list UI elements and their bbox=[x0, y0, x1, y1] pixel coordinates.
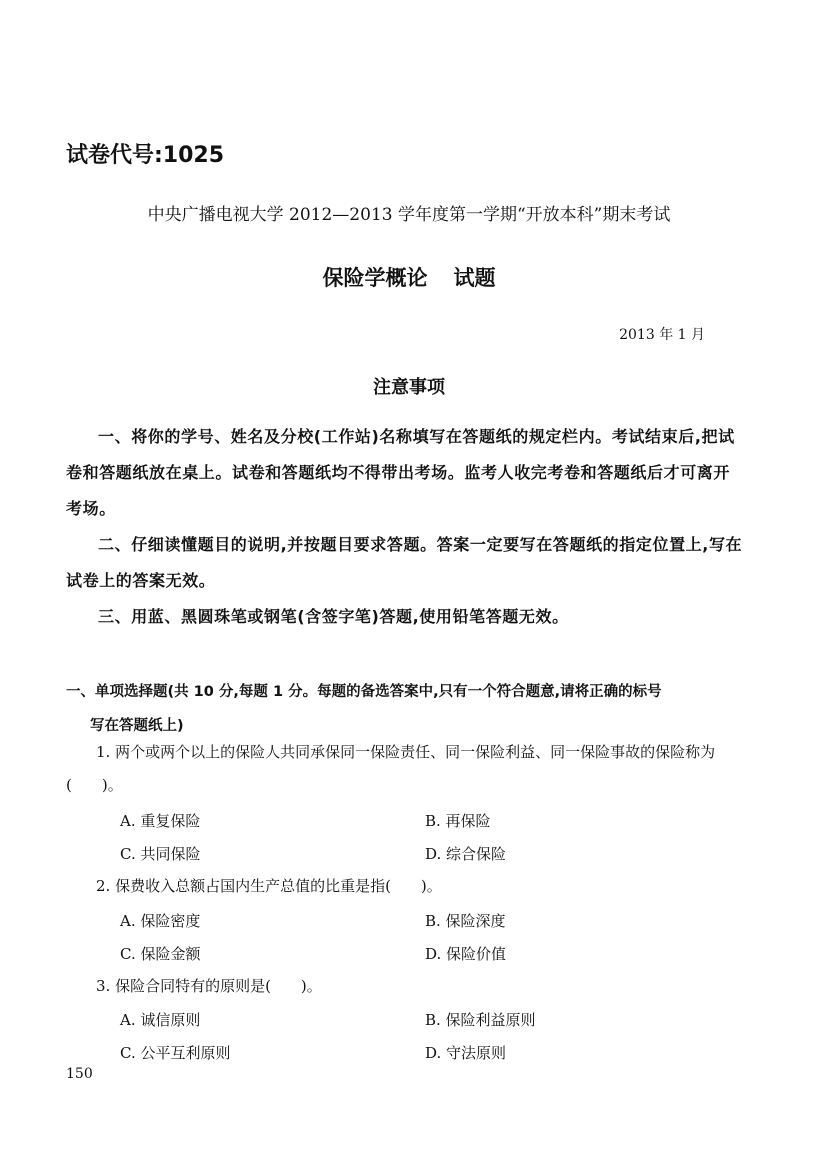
question-2-stem: 2. 保费收入总额占国内生产总值的比重是指( )。 bbox=[96, 877, 442, 895]
question-1-option-a: A. 重复保险 bbox=[120, 812, 201, 830]
notice-title: 注意事项 bbox=[373, 377, 445, 398]
question-3-option-c: C. 公平互利原则 bbox=[120, 1044, 231, 1062]
question-2-option-b: B. 保险深度 bbox=[425, 912, 506, 930]
question-1-stem: 1. 两个或两个以上的保险人共同承保同一保险责任、同一保险利益、同一保险事故的保险称为( )。 bbox=[66, 743, 716, 794]
notice-item-2: 二、仔细读懂题目的说明,并按题目要求答题。答案一定要写在答题纸的指定位置上,写在试卷上的答案无效。 bbox=[66, 535, 743, 590]
exam-date: 2013 年 1 月 bbox=[619, 327, 705, 343]
question-1-option-c: C. 共同保险 bbox=[120, 845, 201, 863]
question-3-stem: 3. 保险合同特有的原则是( )。 bbox=[96, 977, 322, 995]
paper-code: 试卷代号:1025 bbox=[66, 143, 225, 168]
question-2-option-a: A. 保险密度 bbox=[120, 912, 201, 930]
question-2-option-d: D. 保险价值 bbox=[425, 945, 507, 963]
title-suffix: 试题 bbox=[453, 266, 496, 290]
notice-block bbox=[66, 419, 746, 635]
section-heading-line2: 写在答题纸上) bbox=[90, 718, 184, 734]
section-heading bbox=[66, 675, 756, 743]
title-subject: 保险学概论 bbox=[322, 266, 428, 290]
question-2-option-c: C. 保险金额 bbox=[120, 945, 201, 963]
question-1-option-d: D. 综合保险 bbox=[425, 845, 507, 863]
question-3-option-d: D. 守法原则 bbox=[425, 1044, 507, 1062]
exam-header: 中央广播电视大学 2012—2013 学年度第一学期“开放本科”期末考试 bbox=[147, 205, 671, 225]
notice-item-1: 一、将你的学号、姓名及分校(工作站)名称填写在答题纸的规定栏内。考试结束后,把试卷和答题纸放在桌上。试卷和答题纸均不得带出考场。监考人收完考卷和答题纸后才可离开考场。 bbox=[66, 427, 735, 518]
question-3-option-a: A. 诚信原则 bbox=[120, 1011, 201, 1029]
section-heading-line1: 一、单项选择题(共 10 分,每题 1 分。每题的备选答案中,只有一个符合题意,请将正确的标号 bbox=[66, 684, 662, 700]
exam-title bbox=[0, 262, 818, 292]
question-1-option-b: B. 再保险 bbox=[425, 812, 491, 830]
question-3-option-b: B. 保险利益原则 bbox=[425, 1011, 536, 1029]
notice-item-3: 三、用蓝、黑圆珠笔或钢笔(含签字笔)答题,使用铅笔答题无效。 bbox=[98, 607, 569, 626]
page-number: 150 bbox=[66, 1066, 93, 1082]
